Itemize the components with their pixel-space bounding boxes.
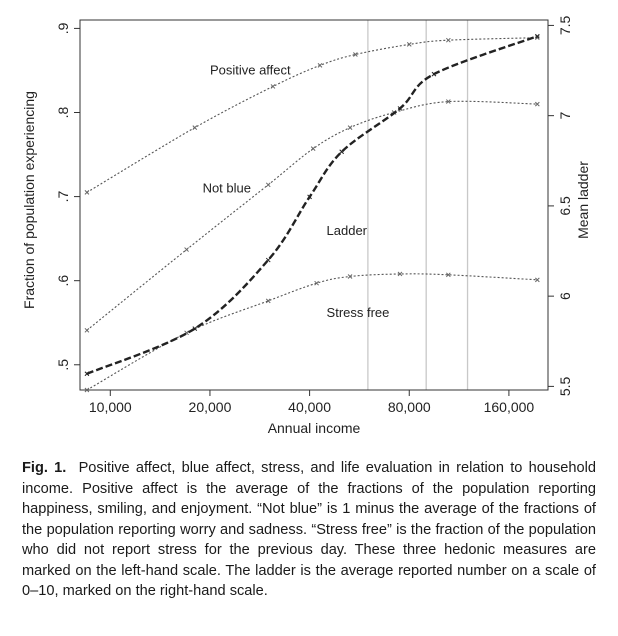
plot-frame — [80, 20, 548, 390]
caption-label: Fig. 1. — [22, 460, 67, 476]
axes — [55, 15, 573, 415]
figure-caption — [22, 458, 596, 602]
x-tick-label: 20,000 — [188, 399, 232, 415]
data-point-not-blue — [311, 147, 315, 151]
left-y-tick-label: .8 — [55, 106, 71, 119]
series-label-stress-free: Stress free — [326, 304, 390, 320]
left-y-tick-label: .5 — [55, 358, 71, 371]
left-y-tick-label: .7 — [55, 190, 71, 203]
right-y-tick-label: 7.5 — [557, 15, 573, 36]
x-axis-label: Annual income — [267, 420, 361, 436]
series-label-positive-affect: Positive affect — [209, 62, 291, 78]
series-line-positive-affect — [87, 38, 537, 196]
right-y-tick-label: 7 — [557, 111, 573, 120]
data-point-positive-affect — [85, 190, 89, 194]
series-label-ladder: Ladder — [326, 222, 368, 238]
data-point-not-blue — [85, 328, 89, 332]
vertical-gridlines — [368, 20, 468, 390]
left-y-tick-label: .9 — [55, 22, 71, 35]
caption-text: Positive affect, blue affect, stress, and life evaluation in relation to household income. Positive affect is the average of the fractions of the population reporting happiness, smiling, and enjoyment. “Not blue” is 1 minus the average of the fractions of the population reporting worry and sadness. “Stress free” is the fraction of the population who did not report stress for the previous day. These three hedonic measures are marked on the left-hand scale. The ladder is the average reported number on a scale of 0–10, marked on the right-hand scale. — [22, 460, 596, 599]
data-point-not-blue — [266, 183, 270, 187]
data-point-not-blue — [185, 248, 189, 252]
x-tick-label: 80,000 — [387, 399, 431, 415]
series — [85, 34, 539, 392]
right-y-tick-label: 6.5 — [557, 196, 573, 216]
right-y-tick-label: 6 — [557, 292, 573, 301]
right-y-tick-label: 5.5 — [557, 376, 573, 397]
left-axis-label: Fraction of population experiencing — [21, 91, 37, 309]
series-label-not-blue: Not blue — [202, 180, 251, 196]
data-point-stress-free — [535, 278, 539, 282]
data-point-not-blue — [535, 102, 539, 106]
left-y-tick-label: .6 — [55, 274, 71, 287]
right-axis-label: Mean ladder — [575, 161, 591, 239]
data-point-positive-affect — [271, 84, 275, 88]
series-line-not-blue — [87, 101, 537, 330]
x-tick-label: 40,000 — [288, 399, 332, 415]
x-tick-label: 160,000 — [483, 399, 535, 415]
data-point-positive-affect — [446, 38, 450, 42]
series-line-stress-free — [87, 274, 537, 390]
data-point-not-blue — [348, 126, 352, 130]
x-tick-label: 10,000 — [88, 399, 132, 415]
data-point-positive-affect — [193, 126, 197, 130]
series-line-ladder — [87, 36, 537, 374]
